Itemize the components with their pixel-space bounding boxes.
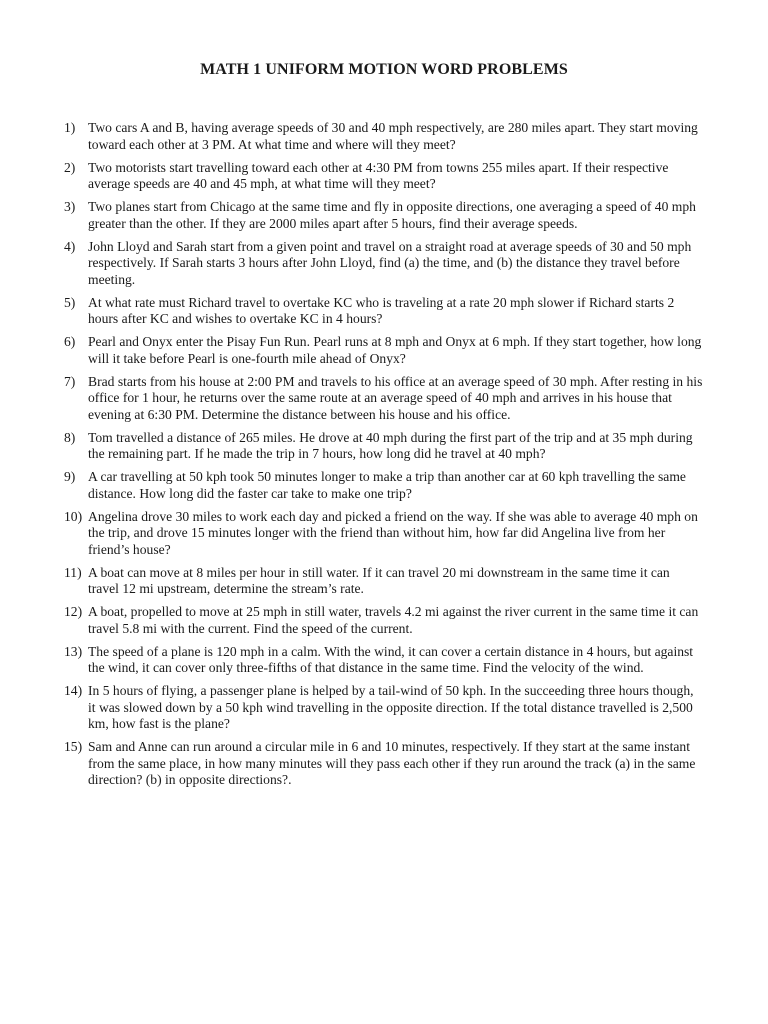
problem-item	[64, 334, 704, 367]
problem-list	[64, 120, 704, 795]
problem-item	[64, 120, 704, 153]
problem-number: 14)	[64, 683, 83, 698]
worksheet-title: MATH 1 UNIFORM MOTION WORD PROBLEMS	[200, 61, 568, 78]
problem-number: 2)	[64, 159, 76, 175]
problem-number: 1)	[64, 120, 76, 135]
problem-number: 5)	[64, 294, 76, 310]
problem-number: 11)	[64, 564, 82, 580]
problem-text: The speed of a plane is 120 mph in a calm. With the wind, it can cover a certain distance in 4 hours, but against the wind, it can cover only three-fifths of that distance in the same time. Find the velocity of the wind.	[88, 643, 694, 675]
problem-number: 6)	[64, 334, 76, 349]
problem-item	[64, 199, 704, 232]
problem-text: A boat, propelled to move at 25 mph in still water, travels 4.2 mi against the river current in the same time it can travel 5.8 mi with the current. Find the speed of the current.	[88, 604, 699, 636]
problem-text: Two cars A and B, having average speeds of 30 and 40 mph respectively, are 280 miles apart. They start moving toward each other at 3 PM. At what time and where will they meet?	[88, 120, 698, 152]
problem-text: A boat can move at 8 miles per hour in still water. If it can travel 20 mi downstream in the same time it can travel 12 mi upstream, determine the stream’s rate.	[88, 564, 670, 596]
problem-text: A car travelling at 50 kph took 50 minutes longer to make a trip than another car at 60 kph travelling the same distance. How long did the faster car take to make one trip?	[88, 469, 686, 501]
problem-item	[64, 509, 704, 559]
problem-item	[64, 739, 704, 789]
problem-text: In 5 hours of flying, a passenger plane is helped by a tail-wind of 50 kph. In the succeeding three hours though, it was slowed down by a 50 kph wind travelling in the opposite direction. If the total distance travelled is 2,500 km, how fast is the plane?	[88, 683, 694, 731]
problem-number: 15)	[64, 739, 83, 754]
problem-item	[64, 683, 704, 733]
problem-text: Two planes start from Chicago at the same time and fly in opposite directions, one averaging a speed of 40 mph greater than the other. If they are 2000 miles apart after 5 hours, find their average speeds.	[88, 199, 696, 231]
problem-number: 3)	[64, 199, 76, 214]
problem-item	[64, 239, 704, 289]
problem-text: John Lloyd and Sarah start from a given point and travel on a straight road at average speeds of 30 and 50 mph respectively. If Sarah starts 3 hours after John Lloyd, find (a) the time, and (b) the distance they travel before meeting.	[88, 238, 692, 287]
problem-text: Brad starts from his house at 2:00 PM and travels to his office at an average speed of 30 mph. After resting in his office for 1 hour, he returns over the same route at an average speed of 40 mph and arrives in his house that evening at 6:30 PM. Determine the distance between his house and his office.	[88, 373, 703, 422]
problem-item	[64, 295, 704, 328]
problem-item	[64, 160, 704, 193]
problem-text: Tom travelled a distance of 265 miles. He drove at 40 mph during the first part of the trip and at 35 mph during the remaining part. If he made the trip in 7 hours, how long did he travel at 40 mph?	[88, 429, 693, 461]
problem-text: At what rate must Richard travel to overtake KC who is traveling at a rate 20 mph slower if Richard starts 2 hours after KC and wishes to overtake KC in 4 hours?	[88, 294, 675, 326]
problem-item	[64, 374, 704, 424]
problem-number: 12)	[64, 604, 83, 619]
problem-number: 4)	[64, 238, 76, 254]
problem-item	[64, 469, 704, 502]
problem-item	[64, 604, 704, 637]
problem-number: 9)	[64, 469, 76, 484]
problem-text: Sam and Anne can run around a circular mile in 6 and 10 minutes, respectively. If they start at the same instant from the same place, in how many minutes will they pass each other if they run around the track (a) in the same direction? (b) in opposite directions?.	[88, 739, 696, 787]
problem-number: 8)	[64, 429, 76, 445]
problem-item	[64, 430, 704, 463]
problem-number: 7)	[64, 373, 76, 389]
problem-item	[64, 644, 704, 677]
problem-number: 13)	[64, 643, 83, 659]
problem-text: Two motorists start travelling toward each other at 4:30 PM from towns 255 miles apart. If their respective average speeds are 40 and 45 mph, at what time will they meet?	[88, 159, 669, 191]
problem-number: 10)	[64, 508, 83, 524]
problem-text: Angelina drove 30 miles to work each day and picked a friend on the way. If she was able to average 40 mph on the trip, and drove 15 minutes longer with the friend than without him, how far did Angelina live from her friend’s house?	[88, 508, 698, 557]
problem-text: Pearl and Onyx enter the Pisay Fun Run. Pearl runs at 8 mph and Onyx at 6 mph. If they start together, how long will it take before Pearl is one-fourth mile ahead of Onyx?	[88, 334, 702, 366]
problem-item	[64, 565, 704, 598]
